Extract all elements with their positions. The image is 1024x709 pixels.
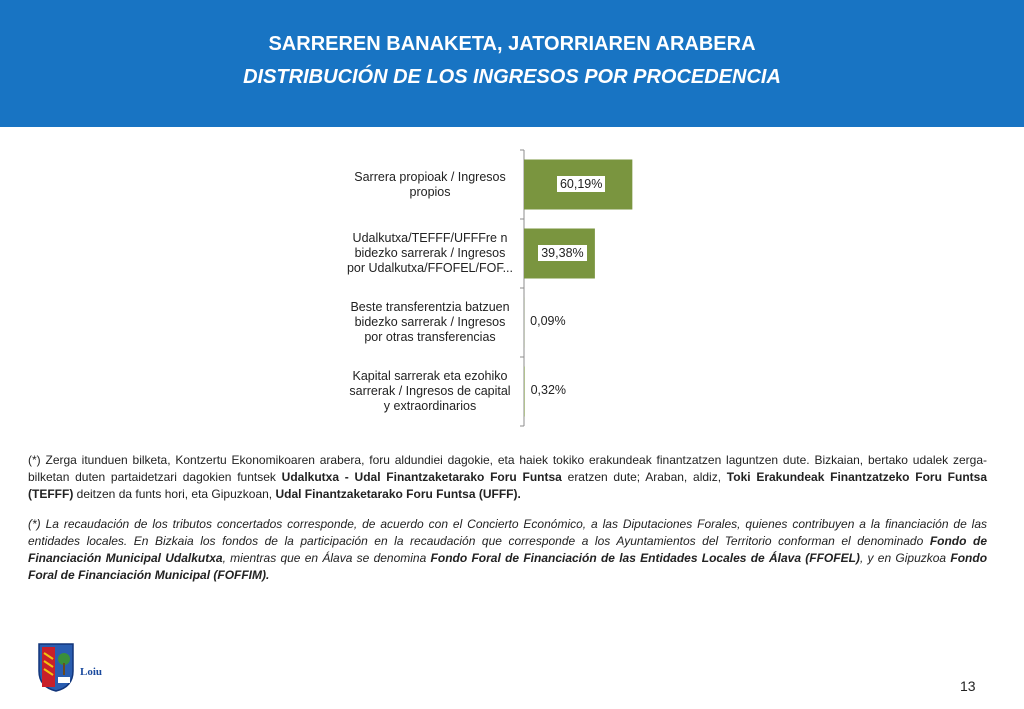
footnote-segment: eratzen dute; Araban, aldiz, (561, 470, 727, 484)
footnote-segment: , y en Gipuzkoa (859, 551, 951, 565)
footnote-segment: deitzen da funts hori, eta Gipuzkoan, (73, 487, 276, 501)
footnote-segment: Fondo Foral de Financiación de las Entidades Locales de Álava (FFOFEL) (430, 551, 860, 565)
footnote-segment: Udalkutxa - Udal Finantzaketarako Foru Funtsa (281, 470, 562, 484)
footnote-segment: (*) Zerga itunduen bilketa, Kontzertu Ekonomikoaren arabera, foru aldundiei dagokie, eta haiek tokiko erakundeak finantzatzen laguntzen dute. Bizkaian, bertako udalek zerga-bilketan duten partaidetzari dagokien funtsek (28, 453, 987, 484)
footnote-basque (28, 452, 987, 503)
bar-3 (524, 367, 525, 417)
data-label: 0,32% (530, 382, 567, 397)
logo-text: Loiu (80, 666, 103, 678)
coat-of-arms-logo (36, 641, 76, 693)
page-number: 13 (960, 678, 976, 694)
footnote-segment: Fondo Foral de Financiación Municipal (FOFFIM). (28, 551, 988, 582)
data-label: 60,19% (557, 176, 605, 192)
footnote-segment: , mientras que en Álava se denomina (222, 551, 431, 565)
category-label: Kapital sarrerak eta ezohiko sarrerak / Ingresos de capital y extraordinarios (349, 369, 511, 413)
page-title: SARREREN BANAKETA, JATORRIAREN ARABERA (268, 33, 756, 55)
footnote-segment: Toki Erakundeak Finantzatzeko Foru Funtsa (TEFFF) (28, 470, 988, 501)
data-label: 0,09% (530, 313, 566, 328)
footnote-segment: (*) La recaudación de los tributos concertados corresponde, de acuerdo con el Concierto Económico, a las Diputaciones Forales, quienes contribuyen a la financiación de las entidades locales. En Bizkaia los fondos de la participación en la recaudación que corresponde a los Ayuntamientos del Territorio conforman el denominado (28, 517, 987, 548)
data-label: 39,38% (538, 245, 586, 261)
footnote-segment: Fondo de Financiación Municipal Udalkutxa (28, 534, 987, 565)
category-label: Sarrera propioak / Ingresos propios (354, 169, 506, 199)
header-banner (0, 0, 1024, 127)
page-subtitle: DISTRIBUCIÓN DE LOS INGRESOS POR PROCEDENCIA (243, 66, 781, 88)
category-label: Beste transferentzia batzuen bidezko sarrerak / Ingresos por otras transferencias (350, 300, 510, 344)
footnote-segment: Udal Finantzaketarako Foru Funtsa (UFFF). (275, 487, 521, 501)
footnote-spanish (28, 516, 987, 584)
category-label: Udalkutxa/TEFFF/UFFFre n bidezko sarrerak / Ingresos por Udalkutxa/FFOFEL/FOF... (346, 231, 513, 275)
